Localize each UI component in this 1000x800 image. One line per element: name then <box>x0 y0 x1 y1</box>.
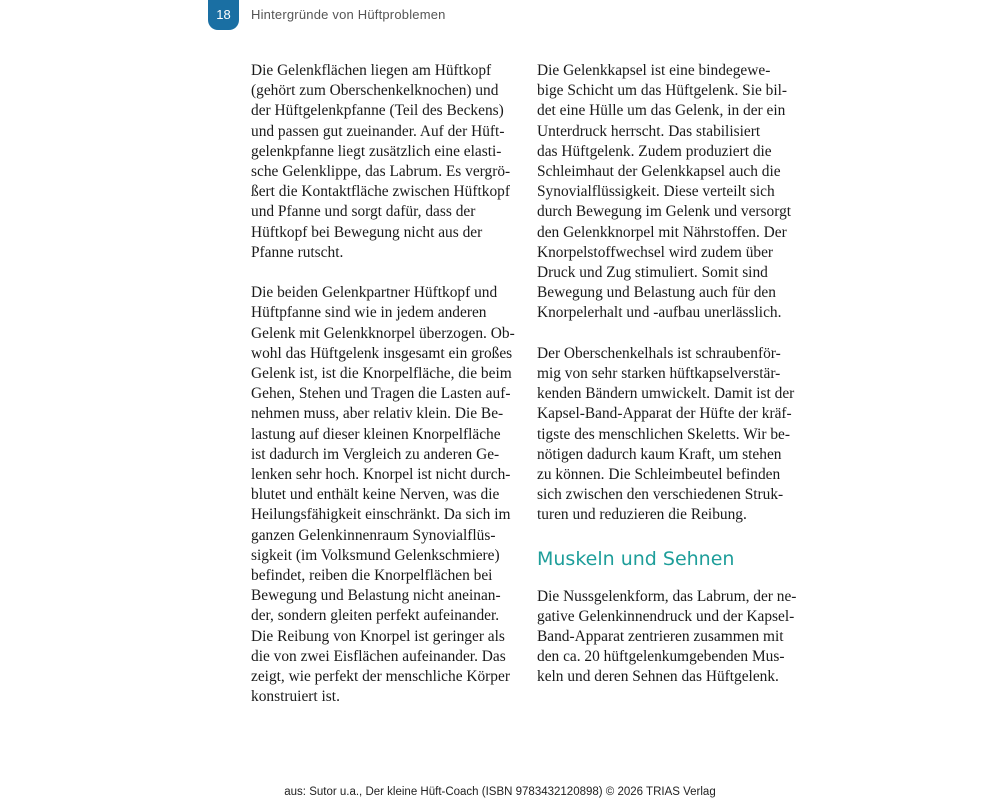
paragraph <box>251 61 523 263</box>
text-line: Die Nussgelenkform, das Labrum, der ne- <box>537 587 797 605</box>
text-line: und passen gut zueinander. Auf der Hüft- <box>251 122 505 140</box>
page-number-badge: 18 <box>208 0 239 30</box>
text-line: lenken sehr hoch. Knorpel ist nicht durch- <box>251 466 511 484</box>
right-column <box>537 61 809 688</box>
text-line: keln und deren Sehnen das Hüftgelenk. <box>537 668 779 686</box>
text-line: Druck und Zug stimuliert. Somit sind <box>537 264 768 282</box>
paragraph <box>537 61 809 324</box>
section-heading: Muskeln und Sehnen <box>537 547 735 570</box>
text-line: durch Bewegung im Gelenk und versorgt <box>537 203 792 221</box>
text-line: ist dadurch im Vergleich zu anderen Ge- <box>251 445 500 463</box>
text-line: Pfanne rutscht. <box>251 243 344 261</box>
paragraph-gap <box>251 263 523 283</box>
text-line: bige Schicht um das Hüftgelenk. Sie bil- <box>537 82 788 100</box>
text-line: tigste des menschlichen Skeletts. Wir be- <box>537 425 790 443</box>
running-head-title: Hintergründe von Hüftproblemen <box>251 7 446 22</box>
text-line: Unterdruck herrscht. Das stabilisiert <box>537 122 761 140</box>
text-line: Bewegung und Belastung nicht aneinan- <box>251 587 501 605</box>
text-line: blutet und enthält keine Nerven, was die <box>251 486 500 504</box>
text-line: Knorpelerhalt und -aufbau unerlässlich. <box>537 304 782 322</box>
text-line: der Hüftgelenkpfanne (Teil des Beckens) <box>251 102 504 120</box>
text-line: Bewegung und Belastung auch für den <box>537 284 776 302</box>
text-line: wohl das Hüftgelenk insgesamt ein großes <box>251 344 513 362</box>
text-line: zu können. Die Schleimbeutel befinden <box>537 466 781 484</box>
paragraph <box>537 587 809 688</box>
text-line: Knorpelstoffwechsel wird zudem über <box>537 243 774 261</box>
text-line: zeigt, wie perfekt der menschliche Körper <box>251 668 510 686</box>
text-line: der, sondern gleiten perfekt aufeinander. <box>251 607 500 625</box>
text-line: Gelenk ist, ist die Knorpelfläche, die beim <box>251 365 512 383</box>
text-line: Band-Apparat zentrieren zusammen mit <box>537 628 784 646</box>
text-line: befindet, reiben die Knorpelflächen bei <box>251 567 493 585</box>
paragraph <box>251 283 523 707</box>
text-line: Kapsel-Band-Apparat der Hüfte der kräf- <box>537 405 792 423</box>
text-line: Die Gelenkflächen liegen am Hüftkopf <box>251 62 492 79</box>
text-line: Synovialflüssigkeit. Diese verteilt sich <box>537 183 775 201</box>
text-line: kenden Bändern umwickelt. Damit ist der <box>537 385 795 403</box>
text-line: turen und reduzieren die Reibung. <box>537 506 747 524</box>
text-line: nehmen muss, aber relativ klein. Die Be- <box>251 405 504 423</box>
text-line: ganzen Gelenkinnenraum Synovialflüs- <box>251 526 496 544</box>
text-line: sche Gelenklippe, das Labrum. Es vergrö- <box>251 163 511 181</box>
text-line: Hüftpfanne sind wie in jedem anderen <box>251 304 487 322</box>
text-line: konstruiert ist. <box>251 688 340 706</box>
text-line: den ca. 20 hüftgelenkumgebenden Mus- <box>537 648 785 666</box>
text-line: Die Gelenkkapsel ist eine bindegewe- <box>537 62 771 79</box>
paragraph <box>537 344 809 526</box>
text-line: lastung auf dieser kleinen Knorpelfläche <box>251 425 501 443</box>
citation-footer: aus: Sutor u.a., Der kleine Hüft-Coach (ISBN 9783432120898) © 2026 TRIAS Verlag <box>284 786 716 798</box>
text-line: Die beiden Gelenkpartner Hüftkopf und <box>251 284 498 302</box>
text-line: ßert die Kontaktfläche zwischen Hüftkopf <box>251 183 510 201</box>
text-line: nötigen dadurch kaum Kraft, um stehen <box>537 445 782 463</box>
text-line: sigkeit (im Volksmund Gelenkschmiere) <box>251 546 500 564</box>
text-line: das Hüftgelenk. Zudem produziert die <box>537 142 772 160</box>
text-line: mig von sehr starken hüftkapselverstär- <box>537 365 781 383</box>
text-line: Heilungsfähigkeit einschränkt. Da sich im <box>251 506 511 524</box>
text-line: Schleimhaut der Gelenkkapsel auch die <box>537 163 781 181</box>
text-line: die von zwei Eisflächen aufeinander. Das <box>251 647 506 665</box>
text-line: det eine Hülle um das Gelenk, in der ein <box>537 102 786 120</box>
text-line: gative Gelenkinnendruck und der Kapsel- <box>537 607 795 625</box>
left-column <box>251 61 523 707</box>
text-line: Gehen, Stehen und Tragen die Lasten auf- <box>251 385 511 403</box>
text-line: sich zwischen den verschiedenen Struk- <box>537 486 784 504</box>
text-line: Die Reibung von Knorpel ist geringer als <box>251 627 505 645</box>
text-line: (gehört zum Oberschenkelknochen) und <box>251 82 499 100</box>
text-line: Gelenk mit Gelenkknorpel überzogen. Ob- <box>251 324 515 342</box>
text-line: gelenkpfanne liegt zusätzlich eine elasti- <box>251 142 502 160</box>
text-line: Hüftkopf bei Bewegung nicht aus der <box>251 223 483 241</box>
text-line: und Pfanne und sorgt dafür, dass der <box>251 203 476 221</box>
text-line: Der Oberschenkelhals ist schraubenför- <box>537 344 781 362</box>
text-line: den Gelenkknorpel mit Nährstoffen. Der <box>537 223 787 241</box>
paragraph-gap <box>537 324 809 344</box>
